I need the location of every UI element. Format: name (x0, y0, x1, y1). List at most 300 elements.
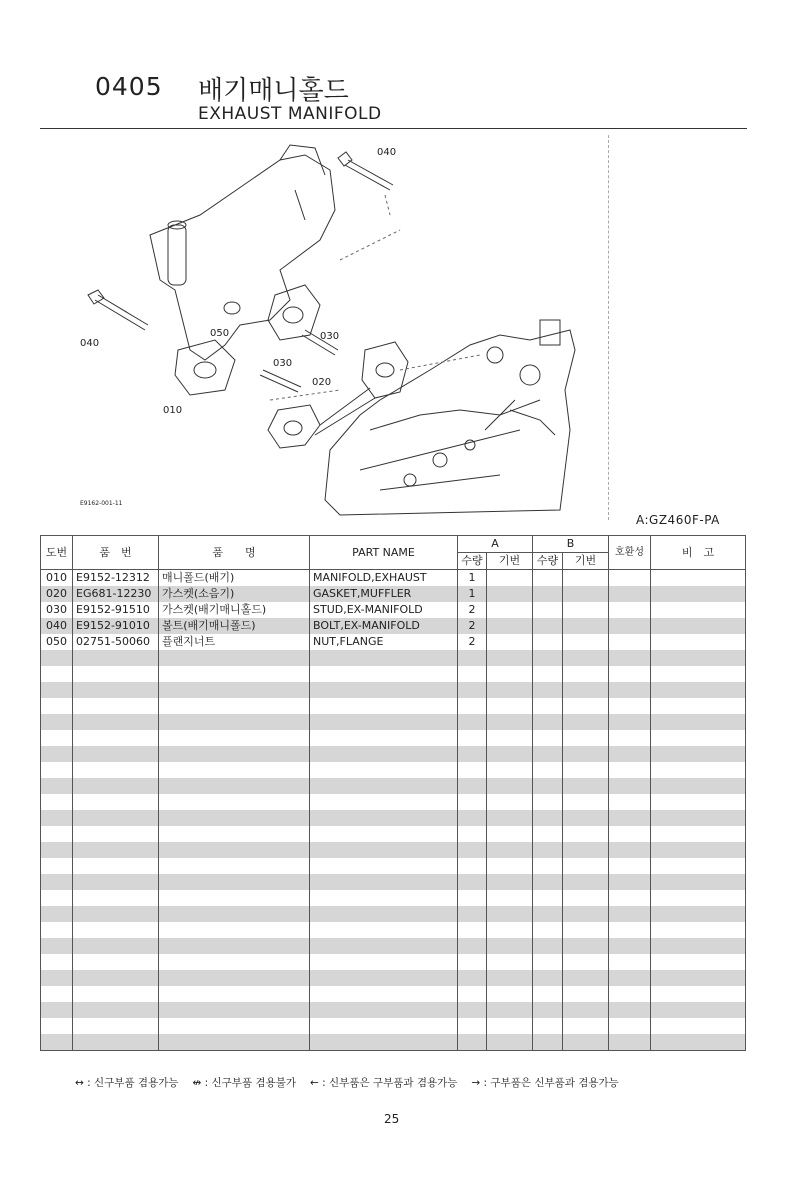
cell-name-ko (159, 1002, 310, 1018)
col-part-name: PART NAME (310, 536, 458, 570)
cell-base-a (487, 906, 533, 922)
table-row (41, 906, 746, 922)
cell-remarks (651, 906, 746, 922)
cell-base-b (563, 762, 609, 778)
cell-base-b (563, 826, 609, 842)
cell-base-b (563, 874, 609, 890)
cell-no (41, 778, 73, 794)
cell-qty-a (458, 810, 487, 826)
cell-qty-b (533, 778, 563, 794)
table-row (41, 858, 746, 874)
cell-part-no (73, 730, 159, 746)
cell-compat (609, 730, 651, 746)
cell-name-ko (159, 698, 310, 714)
cell-qty-b (533, 618, 563, 634)
col-b-base: 기번 (563, 553, 609, 570)
cell-name-ko (159, 762, 310, 778)
cell-compat (609, 858, 651, 874)
cell-part-name: STUD,EX-MANIFOLD (310, 602, 458, 618)
cell-base-b (563, 986, 609, 1002)
cell-part-name (310, 954, 458, 970)
cell-remarks (651, 1002, 746, 1018)
cell-base-b (563, 810, 609, 826)
cell-part-no (73, 794, 159, 810)
cell-base-b (563, 618, 609, 634)
cell-part-name (310, 890, 458, 906)
table-row (41, 618, 746, 634)
cell-compat (609, 778, 651, 794)
cell-no (41, 858, 73, 874)
cell-compat (609, 586, 651, 602)
cell-base-b (563, 746, 609, 762)
cell-remarks (651, 634, 746, 650)
cell-base-a (487, 714, 533, 730)
cell-name-ko (159, 858, 310, 874)
cell-part-no (73, 1034, 159, 1051)
cell-name-ko (159, 666, 310, 682)
cell-compat (609, 762, 651, 778)
figure-id: E9162-001-11 (80, 500, 123, 507)
cell-compat (609, 698, 651, 714)
cell-qty-a (458, 842, 487, 858)
cell-part-no (73, 810, 159, 826)
cell-remarks (651, 730, 746, 746)
cell-qty-b (533, 586, 563, 602)
cell-part-no (73, 826, 159, 842)
table-row (41, 682, 746, 698)
cell-qty-b (533, 810, 563, 826)
cell-remarks (651, 746, 746, 762)
cell-base-a (487, 810, 533, 826)
cell-part-name (310, 858, 458, 874)
cell-base-b (563, 938, 609, 954)
cell-remarks (651, 922, 746, 938)
cell-no (41, 666, 73, 682)
cell-part-no (73, 714, 159, 730)
cell-qty-a (458, 698, 487, 714)
table-row (41, 938, 746, 954)
cell-part-name (310, 714, 458, 730)
cell-base-a (487, 570, 533, 587)
cell-base-a (487, 618, 533, 634)
cell-no (41, 1034, 73, 1051)
cell-part-no (73, 698, 159, 714)
col-compat: 호환성 (609, 536, 651, 570)
flange-010 (175, 340, 235, 395)
cell-qty-a (458, 778, 487, 794)
cell-name-ko (159, 938, 310, 954)
gasket-020 (268, 405, 320, 448)
cell-base-b (563, 1018, 609, 1034)
table-row (41, 874, 746, 890)
cell-compat (609, 938, 651, 954)
cell-qty-b (533, 602, 563, 618)
stud-030-b (260, 370, 301, 392)
cell-base-a (487, 762, 533, 778)
cell-remarks (651, 874, 746, 890)
cell-base-a (487, 730, 533, 746)
cell-qty-a (458, 986, 487, 1002)
cell-name-ko: 매니폴드(배기) (159, 570, 310, 587)
cell-remarks (651, 602, 746, 618)
nut-050 (224, 302, 240, 314)
cell-no (41, 650, 73, 666)
cell-qty-a (458, 970, 487, 986)
cell-part-no (73, 890, 159, 906)
cell-part-name (310, 1002, 458, 1018)
table-row (41, 890, 746, 906)
cell-no (41, 682, 73, 698)
cell-base-b (563, 858, 609, 874)
cell-base-a (487, 986, 533, 1002)
cell-qty-a (458, 1002, 487, 1018)
cell-remarks (651, 1018, 746, 1034)
bolt-040-top (345, 160, 393, 190)
cell-remarks (651, 650, 746, 666)
cell-part-no (73, 954, 159, 970)
cell-part-name (310, 874, 458, 890)
cell-compat (609, 906, 651, 922)
cell-name-ko (159, 730, 310, 746)
cell-base-b (563, 602, 609, 618)
cell-part-no (73, 938, 159, 954)
cell-compat (609, 1034, 651, 1051)
cell-part-name: NUT,FLANGE (310, 634, 458, 650)
cell-part-name (310, 1034, 458, 1051)
cell-qty-a (458, 890, 487, 906)
cell-part-no (73, 1002, 159, 1018)
cell-compat (609, 954, 651, 970)
cell-no: 020 (41, 586, 73, 602)
cell-qty-b (533, 874, 563, 890)
cell-name-ko: 가스켓(소음기) (159, 586, 310, 602)
cell-part-name (310, 842, 458, 858)
cell-base-b (563, 634, 609, 650)
cell-part-name (310, 730, 458, 746)
cell-base-a (487, 602, 533, 618)
cell-part-no: E9152-12312 (73, 570, 159, 587)
cell-no (41, 810, 73, 826)
cell-remarks (651, 762, 746, 778)
cell-qty-a (458, 906, 487, 922)
table-row (41, 698, 746, 714)
cell-part-no: 02751-50060 (73, 634, 159, 650)
cell-qty-b (533, 650, 563, 666)
cell-base-b (563, 698, 609, 714)
table-row (41, 602, 746, 618)
cell-qty-b (533, 730, 563, 746)
table-row (41, 778, 746, 794)
cell-part-no: EG681-12230 (73, 586, 159, 602)
cell-qty-b (533, 1002, 563, 1018)
cell-no (41, 794, 73, 810)
cell-qty-b (533, 1018, 563, 1034)
table-row (41, 970, 746, 986)
cell-qty-a (458, 858, 487, 874)
cell-compat (609, 650, 651, 666)
cell-part-name (310, 698, 458, 714)
cell-name-ko (159, 906, 310, 922)
cell-name-ko: 플랜지너트 (159, 634, 310, 650)
cell-no: 040 (41, 618, 73, 634)
cell-no: 050 (41, 634, 73, 650)
table-row (41, 810, 746, 826)
col-b-qty: 수량 (533, 553, 563, 570)
label-010: 010 (163, 405, 183, 416)
cell-name-ko (159, 714, 310, 730)
table-row (41, 666, 746, 682)
cell-qty-b (533, 842, 563, 858)
cell-base-b (563, 794, 609, 810)
cell-qty-b (533, 970, 563, 986)
cell-compat (609, 890, 651, 906)
cell-name-ko (159, 794, 310, 810)
cell-base-a (487, 666, 533, 682)
cell-base-a (487, 858, 533, 874)
cell-part-name (310, 938, 458, 954)
part-code: 0405 (95, 72, 163, 101)
cell-part-no (73, 922, 159, 938)
cell-remarks (651, 778, 746, 794)
cell-part-no: E9152-91010 (73, 618, 159, 634)
cell-part-no (73, 858, 159, 874)
label-050: 050 (210, 328, 230, 339)
cell-part-name (310, 650, 458, 666)
cell-base-a (487, 794, 533, 810)
cell-compat (609, 666, 651, 682)
legend-item: ↮ : 신구부품 겸용불가 (192, 1077, 296, 1089)
cell-no (41, 970, 73, 986)
page-title-english: EXHAUST MANIFOLD (198, 104, 382, 124)
cell-part-name: BOLT,EX-MANIFOLD (310, 618, 458, 634)
cell-no (41, 826, 73, 842)
cell-compat (609, 794, 651, 810)
model-code: A:GZ460F-PA (636, 513, 720, 527)
cell-name-ko (159, 810, 310, 826)
cell-part-name (310, 778, 458, 794)
cell-qty-b (533, 938, 563, 954)
cell-base-a (487, 938, 533, 954)
cell-no (41, 922, 73, 938)
cell-qty-a (458, 826, 487, 842)
cell-qty-a (458, 1018, 487, 1034)
table-row (41, 826, 746, 842)
cell-remarks (651, 682, 746, 698)
cell-qty-b (533, 826, 563, 842)
title-underline (40, 128, 747, 129)
cell-name-ko (159, 970, 310, 986)
cell-qty-a (458, 714, 487, 730)
cell-qty-b (533, 570, 563, 587)
page-title-korean: 배기매니홀드 (198, 76, 349, 106)
cell-base-a (487, 698, 533, 714)
table-row (41, 842, 746, 858)
cell-part-name (310, 986, 458, 1002)
manifold-shape (150, 155, 335, 360)
label-020: 020 (312, 377, 332, 388)
cell-part-no (73, 874, 159, 890)
cell-part-name (310, 810, 458, 826)
cell-base-b (563, 682, 609, 698)
table-row (41, 586, 746, 602)
cell-base-b (563, 570, 609, 587)
cell-qty-b (533, 682, 563, 698)
cell-qty-a: 2 (458, 618, 487, 634)
cell-part-no (73, 682, 159, 698)
cell-base-a (487, 586, 533, 602)
cell-base-a (487, 746, 533, 762)
cell-base-a (487, 922, 533, 938)
cell-compat (609, 874, 651, 890)
cell-remarks (651, 970, 746, 986)
cell-part-no (73, 762, 159, 778)
cell-part-no (73, 970, 159, 986)
cell-name-ko (159, 650, 310, 666)
cell-qty-a: 2 (458, 634, 487, 650)
cell-name-ko (159, 1018, 310, 1034)
cell-base-b (563, 730, 609, 746)
cell-compat (609, 826, 651, 842)
cell-remarks (651, 826, 746, 842)
cell-part-name: GASKET,MUFFLER (310, 586, 458, 602)
cell-qty-a (458, 650, 487, 666)
cell-qty-b (533, 858, 563, 874)
cell-base-b (563, 842, 609, 858)
cell-base-b (563, 778, 609, 794)
cell-compat (609, 1018, 651, 1034)
table-row (41, 746, 746, 762)
cell-base-a (487, 826, 533, 842)
cell-part-no (73, 906, 159, 922)
cell-part-no (73, 746, 159, 762)
cell-remarks (651, 890, 746, 906)
cell-no: 010 (41, 570, 73, 587)
cell-compat (609, 682, 651, 698)
cell-no: 030 (41, 602, 73, 618)
cell-base-a (487, 1002, 533, 1018)
label-030-lower: 030 (273, 358, 293, 369)
cell-base-b (563, 586, 609, 602)
cell-no (41, 714, 73, 730)
cell-compat (609, 746, 651, 762)
cell-part-name (310, 794, 458, 810)
parts-table (40, 535, 746, 1051)
cell-qty-a (458, 938, 487, 954)
cell-base-a (487, 682, 533, 698)
cell-base-a (487, 842, 533, 858)
cell-base-a (487, 874, 533, 890)
cell-no (41, 954, 73, 970)
cell-qty-a (458, 666, 487, 682)
cell-part-no: E9152-91510 (73, 602, 159, 618)
cell-compat (609, 570, 651, 587)
cell-no (41, 938, 73, 954)
cell-base-b (563, 890, 609, 906)
cell-base-a (487, 778, 533, 794)
cell-part-name: MANIFOLD,EXHAUST (310, 570, 458, 587)
cell-name-ko (159, 1034, 310, 1051)
cell-base-a (487, 1018, 533, 1034)
cell-name-ko (159, 682, 310, 698)
cell-name-ko (159, 874, 310, 890)
table-row (41, 730, 746, 746)
cell-base-b (563, 922, 609, 938)
col-remarks: 비 고 (651, 536, 746, 570)
cell-no (41, 746, 73, 762)
table-row (41, 794, 746, 810)
cell-remarks (651, 794, 746, 810)
cell-name-ko (159, 890, 310, 906)
cell-name-ko (159, 954, 310, 970)
cell-qty-b (533, 714, 563, 730)
cell-remarks (651, 698, 746, 714)
cell-part-name (310, 922, 458, 938)
cell-qty-a (458, 730, 487, 746)
cell-qty-a (458, 1034, 487, 1051)
cell-qty-b (533, 666, 563, 682)
cell-name-ko: 가스켓(배기매니홀드) (159, 602, 310, 618)
cell-base-b (563, 954, 609, 970)
table-row (41, 634, 746, 650)
cell-qty-a: 2 (458, 602, 487, 618)
legend-item: ↔ : 신구부품 겸용가능 (75, 1077, 179, 1089)
cell-compat (609, 1002, 651, 1018)
cell-qty-a: 1 (458, 570, 487, 587)
cell-name-ko (159, 826, 310, 842)
cell-no (41, 986, 73, 1002)
bolt-040-left (95, 295, 148, 330)
cell-no (41, 890, 73, 906)
cell-no (41, 698, 73, 714)
col-no: 도번 (41, 536, 73, 570)
table-row (41, 1034, 746, 1051)
table-row (41, 986, 746, 1002)
cell-name-ko (159, 922, 310, 938)
cell-part-no (73, 650, 159, 666)
cell-remarks (651, 570, 746, 587)
col-a-base: 기번 (487, 553, 533, 570)
cell-part-no (73, 986, 159, 1002)
cell-base-b (563, 650, 609, 666)
cell-remarks (651, 954, 746, 970)
cell-base-b (563, 906, 609, 922)
cell-part-name (310, 906, 458, 922)
cell-base-b (563, 714, 609, 730)
cell-remarks (651, 858, 746, 874)
cell-qty-b (533, 746, 563, 762)
cell-qty-a (458, 922, 487, 938)
col-part-no: 품 번 (73, 536, 159, 570)
cell-qty-b (533, 794, 563, 810)
cell-remarks (651, 938, 746, 954)
cell-base-a (487, 890, 533, 906)
cell-qty-a (458, 794, 487, 810)
cell-remarks (651, 714, 746, 730)
cell-part-no (73, 842, 159, 858)
cell-part-name (310, 970, 458, 986)
cell-compat (609, 618, 651, 634)
col-name-ko: 품 명 (159, 536, 310, 570)
cell-compat (609, 922, 651, 938)
cell-part-name (310, 746, 458, 762)
col-group-b: B (533, 536, 609, 553)
table-row (41, 650, 746, 666)
legend-item: ← : 신부품은 구부품과 겸용가능 (310, 1077, 458, 1089)
legend-item: → : 구부품은 신부품과 겸용가능 (471, 1077, 619, 1089)
cell-qty-a (458, 954, 487, 970)
engine-block (325, 330, 575, 515)
cell-base-b (563, 970, 609, 986)
